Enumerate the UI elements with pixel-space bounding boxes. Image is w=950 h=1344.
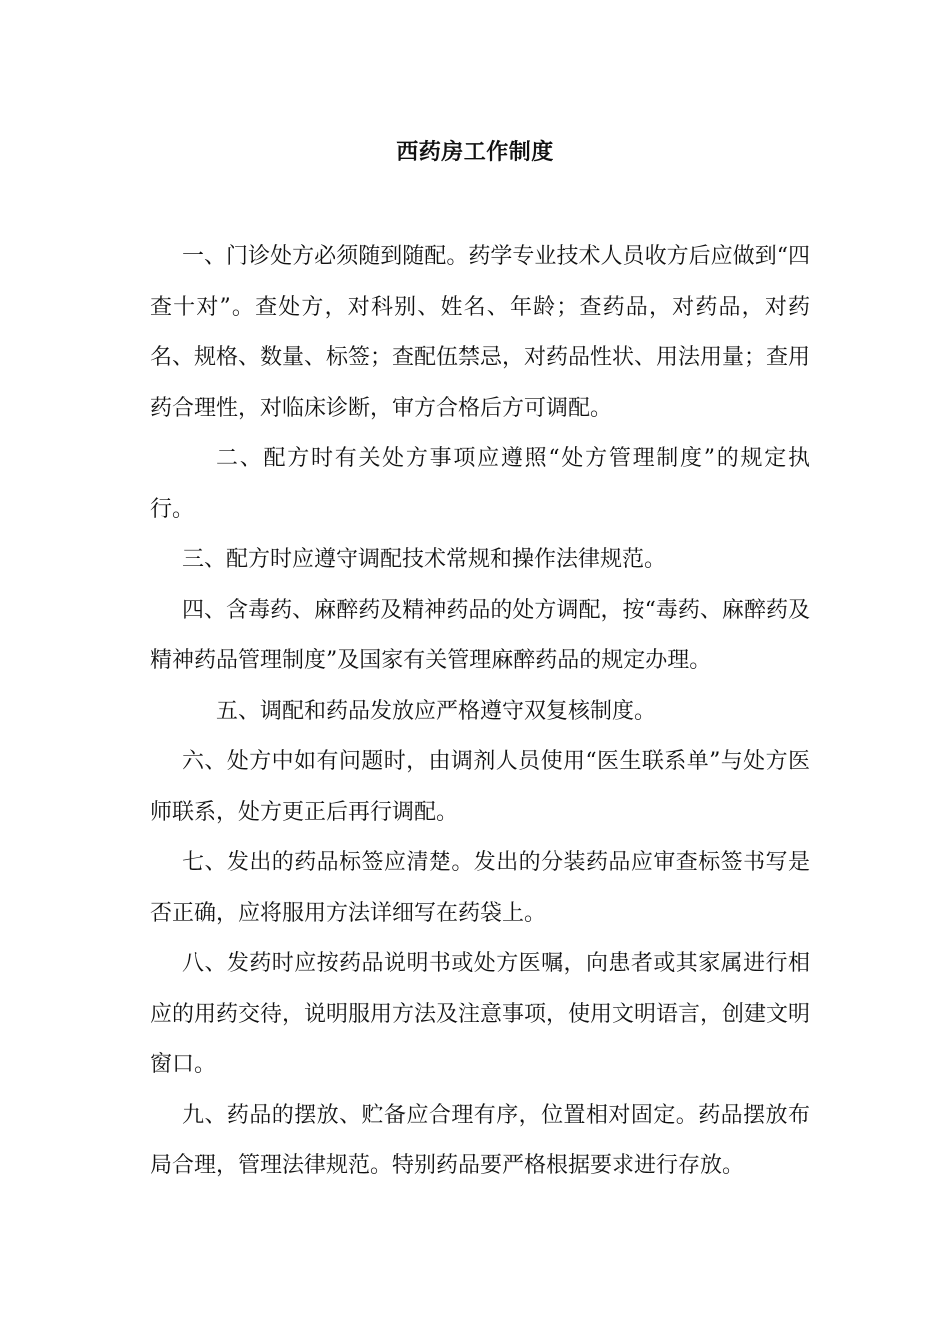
document-title: 西药房工作制度 [396,139,554,165]
paragraph-7: 七、发出的药品标签应清楚。发出的分装药品应审查标签书写是否正确，应将服用方法详细写在药袋上。 [150,850,810,926]
paragraph-5: 五、调配和药品发放应严格遵守双复核制度。 [216,698,657,724]
paragraph-6: 六、处方中如有问题时，由调剂人员使用“医生联系单”与处方医师联系，处方更正后再行调配。 [150,749,810,825]
paragraph-3: 三、配方时应遵守调配技术常规和操作法律规范。 [182,547,667,572]
paragraph-9: 九、药品的摆放、贮备应合理有序，位置相对固定。药品摆放布局合理，管理法律规范。特别药品要严格根据要求进行存放。 [150,1102,810,1178]
paragraph-8: 八、发药时应按药品说明书或处方医嘱，向患者或其家属进行相应的用药交待，说明服用方法及注意事项，使用文明语言，创建文明窗口。 [150,951,811,1077]
document-body [150,232,810,1192]
paragraph-4: 四、含毒药、麻醉药及精神药品的处方调配，按“毒药、麻醉药及精神药品管理制度”及国家有关管理麻醉药品的规定办理。 [150,597,810,673]
paragraph-1: 一、门诊处方必须随到随配。药学专业技术人员收方后应做到“四查十对”。查处方，对科别、姓名、年龄；查药品，对药品，对药名、规格、数量、标签；查配伍禁忌，对药品性状、用法用量；查用药合理性，对临床诊断，审方合格后方可调配。 [150,244,811,421]
paragraph-2: 二、配方时有关处方事项应遵照“处方管理制度”的规定执行。 [150,446,810,522]
